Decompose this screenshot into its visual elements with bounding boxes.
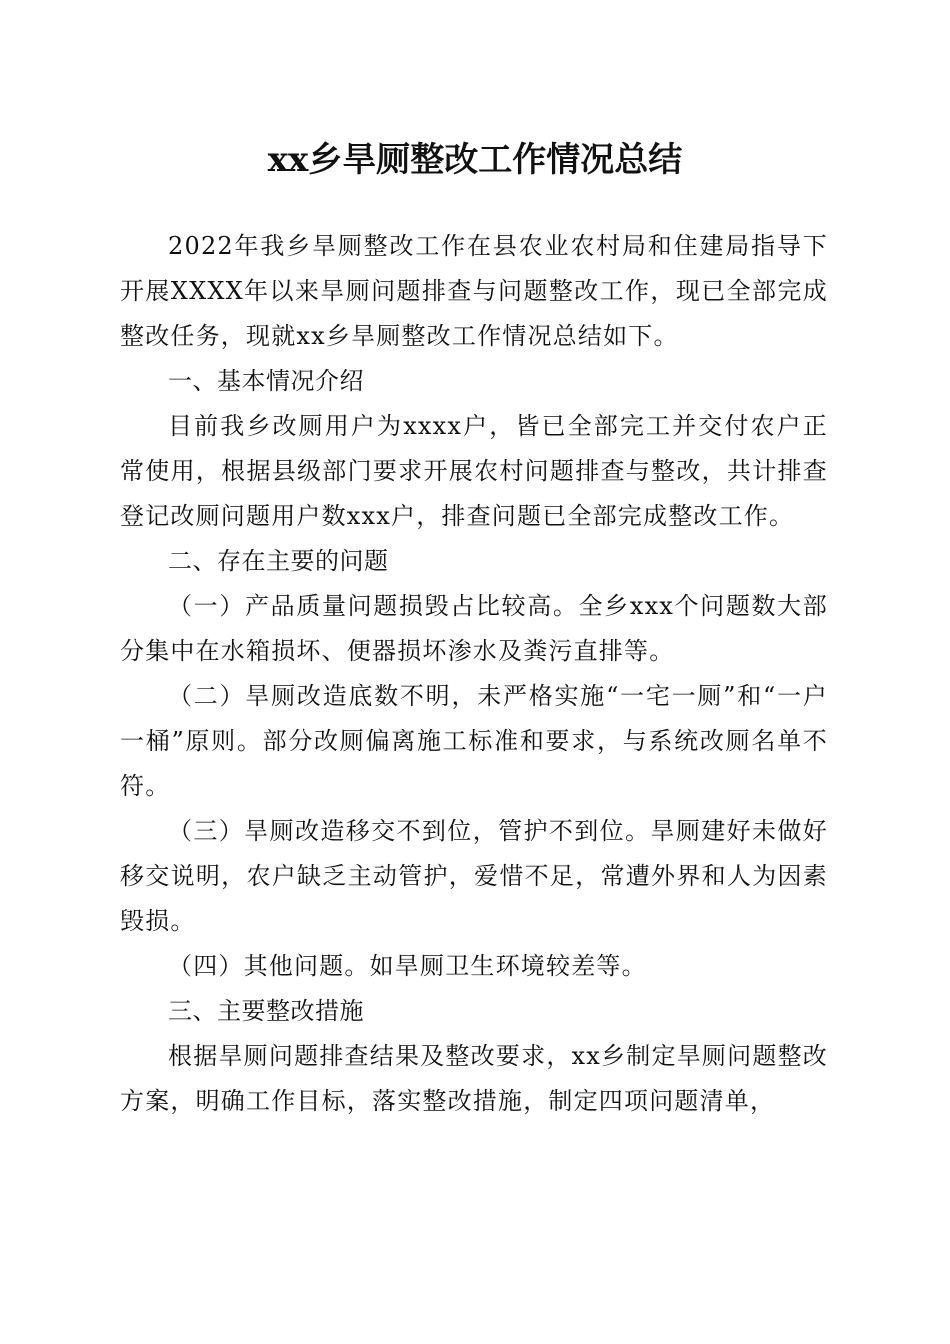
measures-paragraph: 根据旱厕问题排查结果及整改要求，xx乡制定旱厕问题整改方案，明确工作目标，落实整改措施，制定四项问题清单， — [120, 1042, 828, 1115]
section-heading-basic-info: 一、基本情况介绍 — [168, 367, 364, 395]
document-body — [120, 224, 828, 1124]
section-heading-problems: 二、存在主要的问题 — [168, 547, 389, 575]
problem-item-4: （四）其他问题。如旱厕卫生环境较差等。 — [168, 952, 647, 980]
problem-item-2: （二）旱厕改造底数不明，未严格实施“一宅一厕”和“一户一桶”原则。部分改厕偏离施工标准和要求，与系统改厕名单不符。 — [120, 682, 828, 800]
basic-info-paragraph: 目前我乡改厕用户为xxxx户，皆已全部完工并交付农户正常使用，根据县级部门要求开展农村问题排查与整改，共计排查登记改厕问题用户数xxx户，排查问题已全部完成整改工作。 — [120, 412, 828, 530]
intro-paragraph: 2022年我乡旱厕整改工作在县农业农村局和住建局指导下开展XXXX年以来旱厕问题排查与问题整改工作，现已全部完成整改任务，现就xx乡旱厕整改工作情况总结如下。 — [120, 232, 828, 350]
problem-item-1: （一）产品质量问题损毁占比较高。全乡xxx个问题数大部分集中在水箱损坏、便器损坏渗水及粪污直排等。 — [120, 592, 828, 665]
problem-item-3: （三）旱厕改造移交不到位，管护不到位。旱厕建好未做好移交说明，农户缺乏主动管护，爱惜不足，常遭外界和人为因素毁损。 — [120, 817, 828, 935]
document-title: xx乡旱厕整改工作情况总结 — [267, 140, 683, 180]
section-heading-measures: 三、主要整改措施 — [168, 997, 364, 1025]
